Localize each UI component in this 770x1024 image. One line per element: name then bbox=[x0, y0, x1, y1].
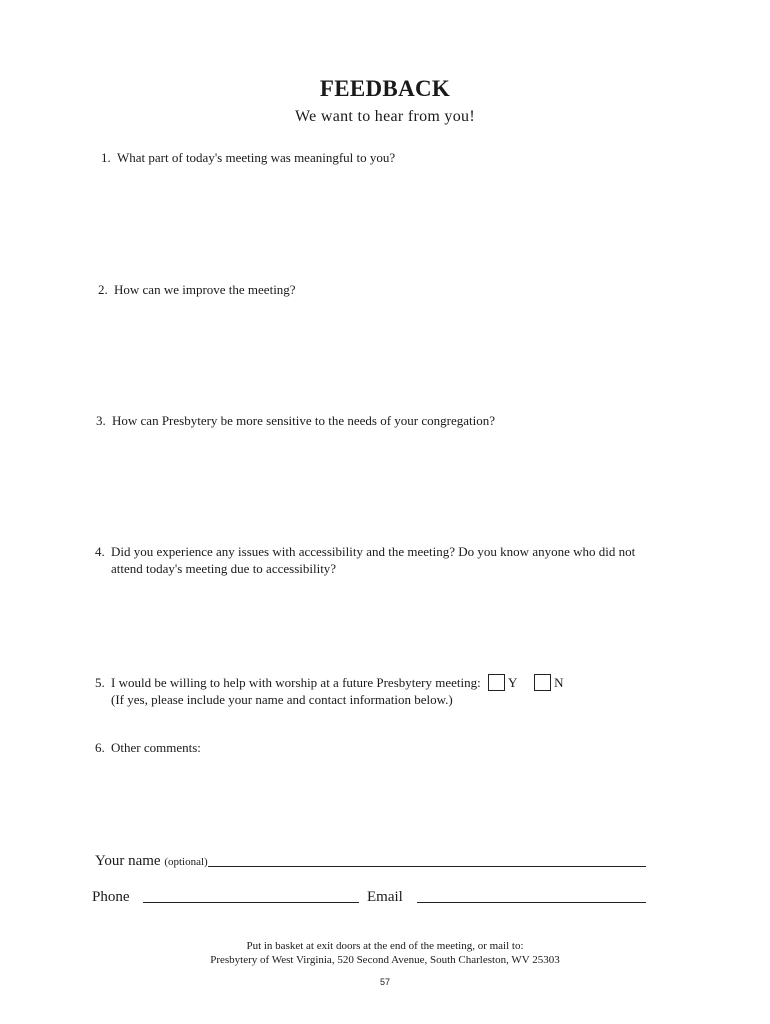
question-6 bbox=[95, 739, 201, 756]
answer-area-2[interactable] bbox=[95, 304, 675, 404]
question-number: 1. bbox=[101, 150, 111, 165]
question-text: Other comments: bbox=[111, 740, 201, 755]
question-3 bbox=[96, 412, 495, 429]
question-number: 6. bbox=[95, 740, 105, 755]
name-label: Your name bbox=[95, 853, 161, 869]
no-checkbox[interactable] bbox=[534, 674, 551, 691]
answer-area-1[interactable] bbox=[95, 172, 675, 272]
yes-checkbox[interactable] bbox=[488, 674, 505, 691]
contact-field-row bbox=[92, 888, 646, 906]
name-optional-label: (optional) bbox=[164, 856, 208, 868]
footer-address: Presbytery of West Virginia, 520 Second Avenue, South Charleston, WV 25303 bbox=[210, 954, 560, 966]
answer-area-6[interactable] bbox=[95, 762, 675, 847]
question-2 bbox=[98, 281, 296, 298]
question-text-continuation: (If yes, please include your name and contact information below.) bbox=[111, 692, 453, 707]
footer-instruction: Put in basket at exit doors at the end of the meeting, or mail to: bbox=[246, 940, 524, 952]
email-label: Email bbox=[367, 889, 403, 905]
question-number: 5. bbox=[95, 675, 105, 690]
no-label: N bbox=[554, 675, 564, 690]
question-number: 4. bbox=[95, 544, 105, 559]
question-text: How can we improve the meeting? bbox=[114, 282, 296, 297]
yes-label: Y bbox=[507, 675, 517, 690]
name-field-row bbox=[95, 852, 646, 870]
question-text-continuation: attend today's meeting due to accessibility? bbox=[111, 561, 337, 576]
question-text: How can Presbytery be more sensitive to the needs of your congregation? bbox=[112, 413, 496, 428]
question-4 bbox=[95, 543, 635, 577]
page-title: FEEDBACK bbox=[319, 76, 451, 101]
page-subtitle: We want to hear from you! bbox=[295, 108, 475, 125]
question-text: Did you experience any issues with accessibility and the meeting? Do you know anyone who did not bbox=[111, 544, 636, 559]
email-input-line[interactable] bbox=[417, 888, 646, 903]
question-5 bbox=[95, 674, 564, 708]
answer-area-4[interactable] bbox=[95, 582, 675, 662]
phone-input-line[interactable] bbox=[143, 888, 359, 903]
question-1 bbox=[101, 149, 395, 166]
name-input-line[interactable] bbox=[208, 852, 646, 867]
answer-area-3[interactable] bbox=[95, 435, 675, 535]
question-text: What part of today's meeting was meaningful to you? bbox=[117, 150, 396, 165]
phone-label: Phone bbox=[92, 889, 130, 905]
question-number: 2. bbox=[98, 282, 108, 297]
question-text: I would be willing to help with worship at a future Presbytery meeting: bbox=[111, 675, 481, 690]
question-number: 3. bbox=[96, 413, 106, 428]
page-number: 57 bbox=[379, 977, 390, 987]
